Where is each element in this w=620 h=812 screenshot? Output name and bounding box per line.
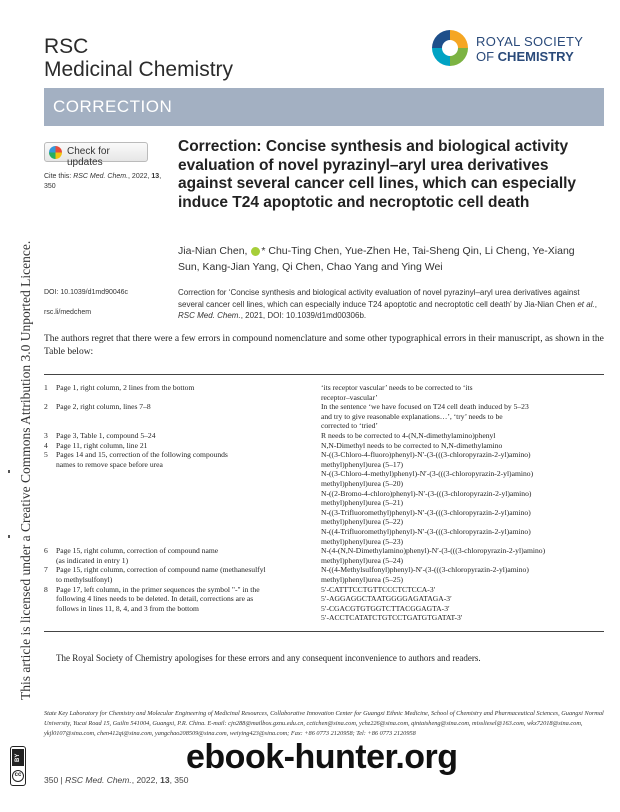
correction-line: N-((3-Chloro-4-methyl)phenyl)-N′-(3-(((3-chloropyrazin-2-yl)amino) xyxy=(321,469,534,479)
footer-pages: , 350 xyxy=(169,775,189,785)
correction-line: receptor–vascular’ xyxy=(321,392,378,402)
license-notice: This article is licensed under a Creative Commons Attribution 3.0 Unported Licence. xyxy=(18,240,33,700)
cite-pages: 350 xyxy=(44,183,56,190)
error-location-line: Page 2, right column, lines 7–8 xyxy=(56,402,151,412)
table-row xyxy=(44,441,604,451)
correction-line: N-((4-Trifluoromethyl)phenyl)-N′-(3-(((3-chloropyrazin-2-yl)amino) xyxy=(321,526,531,536)
correction-line: 5′-CGACGTGTGGTCTTACGGAGTA-3′ xyxy=(321,603,450,613)
cite-prefix: Cite this: xyxy=(44,173,74,180)
abstract-sep: , xyxy=(594,299,597,309)
rsc-logo-bold: CHEMISTRY xyxy=(497,49,574,64)
correction-text xyxy=(321,585,604,623)
error-location xyxy=(56,546,316,565)
table-top-rule xyxy=(44,374,604,375)
table-row xyxy=(44,565,604,584)
table-row xyxy=(44,450,604,546)
orcid-icon[interactable] xyxy=(251,247,260,256)
doi[interactable]: DOI: 10.1039/d1md90046c xyxy=(44,289,129,296)
page-footer xyxy=(44,775,188,785)
correction-line: N-((2-Bromo-4-chloro)phenyl)-N′-(3-(((3-chloropyrazin-2-yl)amino) xyxy=(321,488,532,498)
error-location-line: Page 17, left column, in the primer sequences the symbol "-" in the xyxy=(56,584,260,594)
footer-journal: RSC Med. Chem. xyxy=(65,775,132,785)
footer-separator: | xyxy=(58,775,66,785)
by-icon: BY xyxy=(12,749,24,766)
correction-line: 5′-AGGAGGCTAATGGGGAGATAGA-3′ xyxy=(321,594,452,604)
correction-line: R needs to be corrected to 4-(N,N-dimethylamino)phenyl xyxy=(321,431,496,440)
check-for-updates-button[interactable] xyxy=(44,142,148,168)
error-location-line: names to remove space before urea xyxy=(56,459,163,469)
correction-line: and try to give reasonable explanations…’, ‘try’ needs to be xyxy=(321,411,503,421)
error-location xyxy=(56,383,316,393)
footer-volume: 13 xyxy=(160,775,170,785)
error-location xyxy=(56,585,316,614)
rsc-logo-icon xyxy=(428,26,472,70)
journal-name-line2: Medicinal Chemistry xyxy=(44,58,234,81)
correction-line: N-((3-Chloro-4-fluoro)phenyl)-N′-(3-(((3-chloropyrazin-2-yl)amino) xyxy=(321,450,531,460)
correction-line: methyl)phenyl)urea (5–25) xyxy=(321,574,404,584)
error-location-line: (as indicated in entry 1) xyxy=(56,555,129,565)
correction-text xyxy=(321,383,604,402)
correction-line: methyl)phenyl)urea (5–23) xyxy=(321,536,404,546)
journal-name xyxy=(44,36,233,82)
error-location-line: following 4 lines needs to be deleted. In detail, corrections are as xyxy=(56,594,254,604)
cc-icon: cc xyxy=(12,770,24,782)
margin-mark xyxy=(8,470,10,473)
correction-line: N-((4-Methylsulfonyl)phenyl)-N′-(3-(((3-chloropyrazin-2-yl)amino) xyxy=(321,565,529,575)
error-location-line: Page 3, Table 1, compound 5–24 xyxy=(56,431,156,440)
row-number: 5 xyxy=(44,450,48,460)
row-number: 3 xyxy=(44,431,48,440)
cite-year: , 2022, xyxy=(128,173,152,180)
table-row xyxy=(44,546,604,565)
watermark: ebook-hunter.org xyxy=(186,738,458,776)
abstract-text: Correction for ‘Concise synthesis and biological activity evaluation of novel pyrazinyl–aryl urea derivatives against several cancer cell lines, which can especially induce T24 apoptotic and necroptotic cell death’ by Jia-Nian Chen xyxy=(178,288,580,309)
table-row xyxy=(44,585,604,623)
row-number: 2 xyxy=(44,402,48,412)
article-title: Correction: Concise synthesis and biological activity evaluation of novel pyrazinyl–aryl urea derivatives against several cancer cell lines, which can especially induce T24 apoptotic and necroptotic cell death xyxy=(178,138,577,211)
correction-line: methyl)phenyl)urea (5–22) xyxy=(321,517,404,527)
first-author: Jia-Nian Chen, xyxy=(178,245,248,257)
journal-name-line1: RSC xyxy=(44,35,89,58)
rsc-logo-line1: ROYAL SOCIETY xyxy=(476,34,584,49)
row-number: 7 xyxy=(44,565,48,575)
rsc-logo-prefix: OF xyxy=(476,49,498,64)
correction-line: 5′-CATTTCCTGTTCCCTCTCCA-3′ xyxy=(321,584,436,594)
cite-volume: 13 xyxy=(151,173,160,180)
row-number: 1 xyxy=(44,383,48,392)
footer-year: , 2022, xyxy=(131,775,161,785)
table-row xyxy=(44,383,604,402)
error-location-line: Page 1, right column, 2 lines from the bottom xyxy=(56,383,195,392)
error-location-line: to methylsulfonyl) xyxy=(56,574,113,584)
journal-site-link[interactable]: rsc.li/medchem xyxy=(44,309,92,316)
cite-journal: RSC Med. Chem. xyxy=(73,173,129,180)
correction-line: methyl)phenyl)urea (5–17) xyxy=(321,459,404,469)
margin-mark xyxy=(8,535,10,538)
correction-abstract xyxy=(178,287,603,322)
crossmark-icon xyxy=(49,146,62,159)
correction-line: methyl)phenyl)urea (5–21) xyxy=(321,498,404,508)
correction-text xyxy=(321,431,604,441)
correction-line: methyl)phenyl)urea (5–20) xyxy=(321,478,404,488)
abstract-journal: RSC Med. Chem. xyxy=(178,311,241,320)
article-type-label: CORRECTION xyxy=(53,97,173,116)
error-location xyxy=(56,402,316,412)
correction-line: corrected to ‘tried’ xyxy=(321,421,378,431)
correction-line: In the sentence ‘we have focused on T24 cell death induced by 5–23 xyxy=(321,402,529,412)
error-location xyxy=(56,565,316,584)
table-row xyxy=(44,402,604,431)
row-number: 8 xyxy=(44,584,48,594)
intro-paragraph: The authors regret that there were a few errors in compound nomenclature and some other typographical errors in their manuscript, as shown in the Table below: xyxy=(44,334,604,357)
correction-text xyxy=(321,441,604,451)
correction-line: N-(4-(N,N-Dimethylamino)phenyl)-N′-(3-(((3-chloropyrazin-2-yl)amino) xyxy=(321,546,546,556)
check-for-updates-label: Check for updates xyxy=(67,146,110,168)
apology-statement: The Royal Society of Chemistry apologises for these errors and any consequent inconvenience to authors and readers. xyxy=(56,653,481,663)
table-row xyxy=(44,431,604,441)
error-location-line: Pages 14 and 15, correction of the following compounds xyxy=(56,450,228,460)
correction-text xyxy=(321,546,604,565)
other-authors: * Chu-Ting Chen, Yue-Zhen He, Tai-Sheng Qin, Li Cheng, Ye-Xiang Sun, Kang-Jian Yang, Qi Chen, Chao Yang and Ying Wei xyxy=(178,245,575,273)
rsc-logo-text xyxy=(476,34,583,64)
affiliation-footnote: State Key Laboratory for Chemistry and Molecular Engineering of Medicinal Resources, Collaborative Innovation Center for Guangxi Ethnic Medicine, School of Chemistry and Pharmaceutical Sciences, Guangxi Normal University, Yucai Road 15, Guilin 541004, Guangxi, P.R. China. E-mail: cjn288@mailbox.gxnu.edu.cn, cctichen@sina.com, ychz226@sina.com, qintaisheng@sina.com, missliesel@163.com, wkx72018@sina.com, ykjl0107@sina.com, chen412qi@sina.com, yangchao208509@sina.com, weiying423@sina.com; Fax: +86 0773 2120958; Tel: +86 0773 2120958 xyxy=(44,710,604,737)
row-number: 4 xyxy=(44,440,48,450)
correction-line: N-((3-Trifluoromethyl)phenyl)-N′-(3-(((3-chloropyrazin-2-yl)amino) xyxy=(321,507,531,517)
error-location xyxy=(56,441,316,451)
correction-line: N,N-Dimethyl needs to be corrected to N,N-dimethylamino xyxy=(321,440,503,450)
row-number: 6 xyxy=(44,546,48,556)
error-location-line: Page 15, right column, correction of compound name (methanesulfyl xyxy=(56,565,266,575)
error-location xyxy=(56,450,316,469)
rsc-logo[interactable] xyxy=(428,26,588,82)
cite-this: Cite this: RSC Med. Chem., 2022, 13, 350 xyxy=(44,173,162,190)
error-location-line: Page 11, right column, line 21 xyxy=(56,440,148,450)
correction-text xyxy=(321,402,604,431)
author-list xyxy=(178,243,598,275)
correction-line: ‘its receptor vascular’ needs to be corrected to ‘its xyxy=(321,383,473,392)
abstract-doi: , 2021, DOI: 10.1039/d1md00306b. xyxy=(240,311,367,320)
error-location-line: follows in lines 11, 8, 4, and 3 from the bottom xyxy=(56,603,199,613)
error-location xyxy=(56,431,316,441)
correction-text xyxy=(321,565,604,584)
correction-line: methyl)phenyl)urea (5–24) xyxy=(321,555,404,565)
rsc-logo-line2 xyxy=(476,49,583,64)
abstract-etal: et al. xyxy=(577,299,595,309)
correction-line: 5′-ACCTCATATCTGTCCTGATGTGATAT-3′ xyxy=(321,613,463,623)
correction-text xyxy=(321,450,604,546)
article-type-banner xyxy=(44,88,604,126)
table-bottom-rule xyxy=(44,631,604,632)
cc-by-license-badge[interactable] xyxy=(10,746,26,786)
page-number: 350 xyxy=(44,775,59,785)
error-location-line: Page 15, right column, correction of compound name xyxy=(56,546,219,556)
